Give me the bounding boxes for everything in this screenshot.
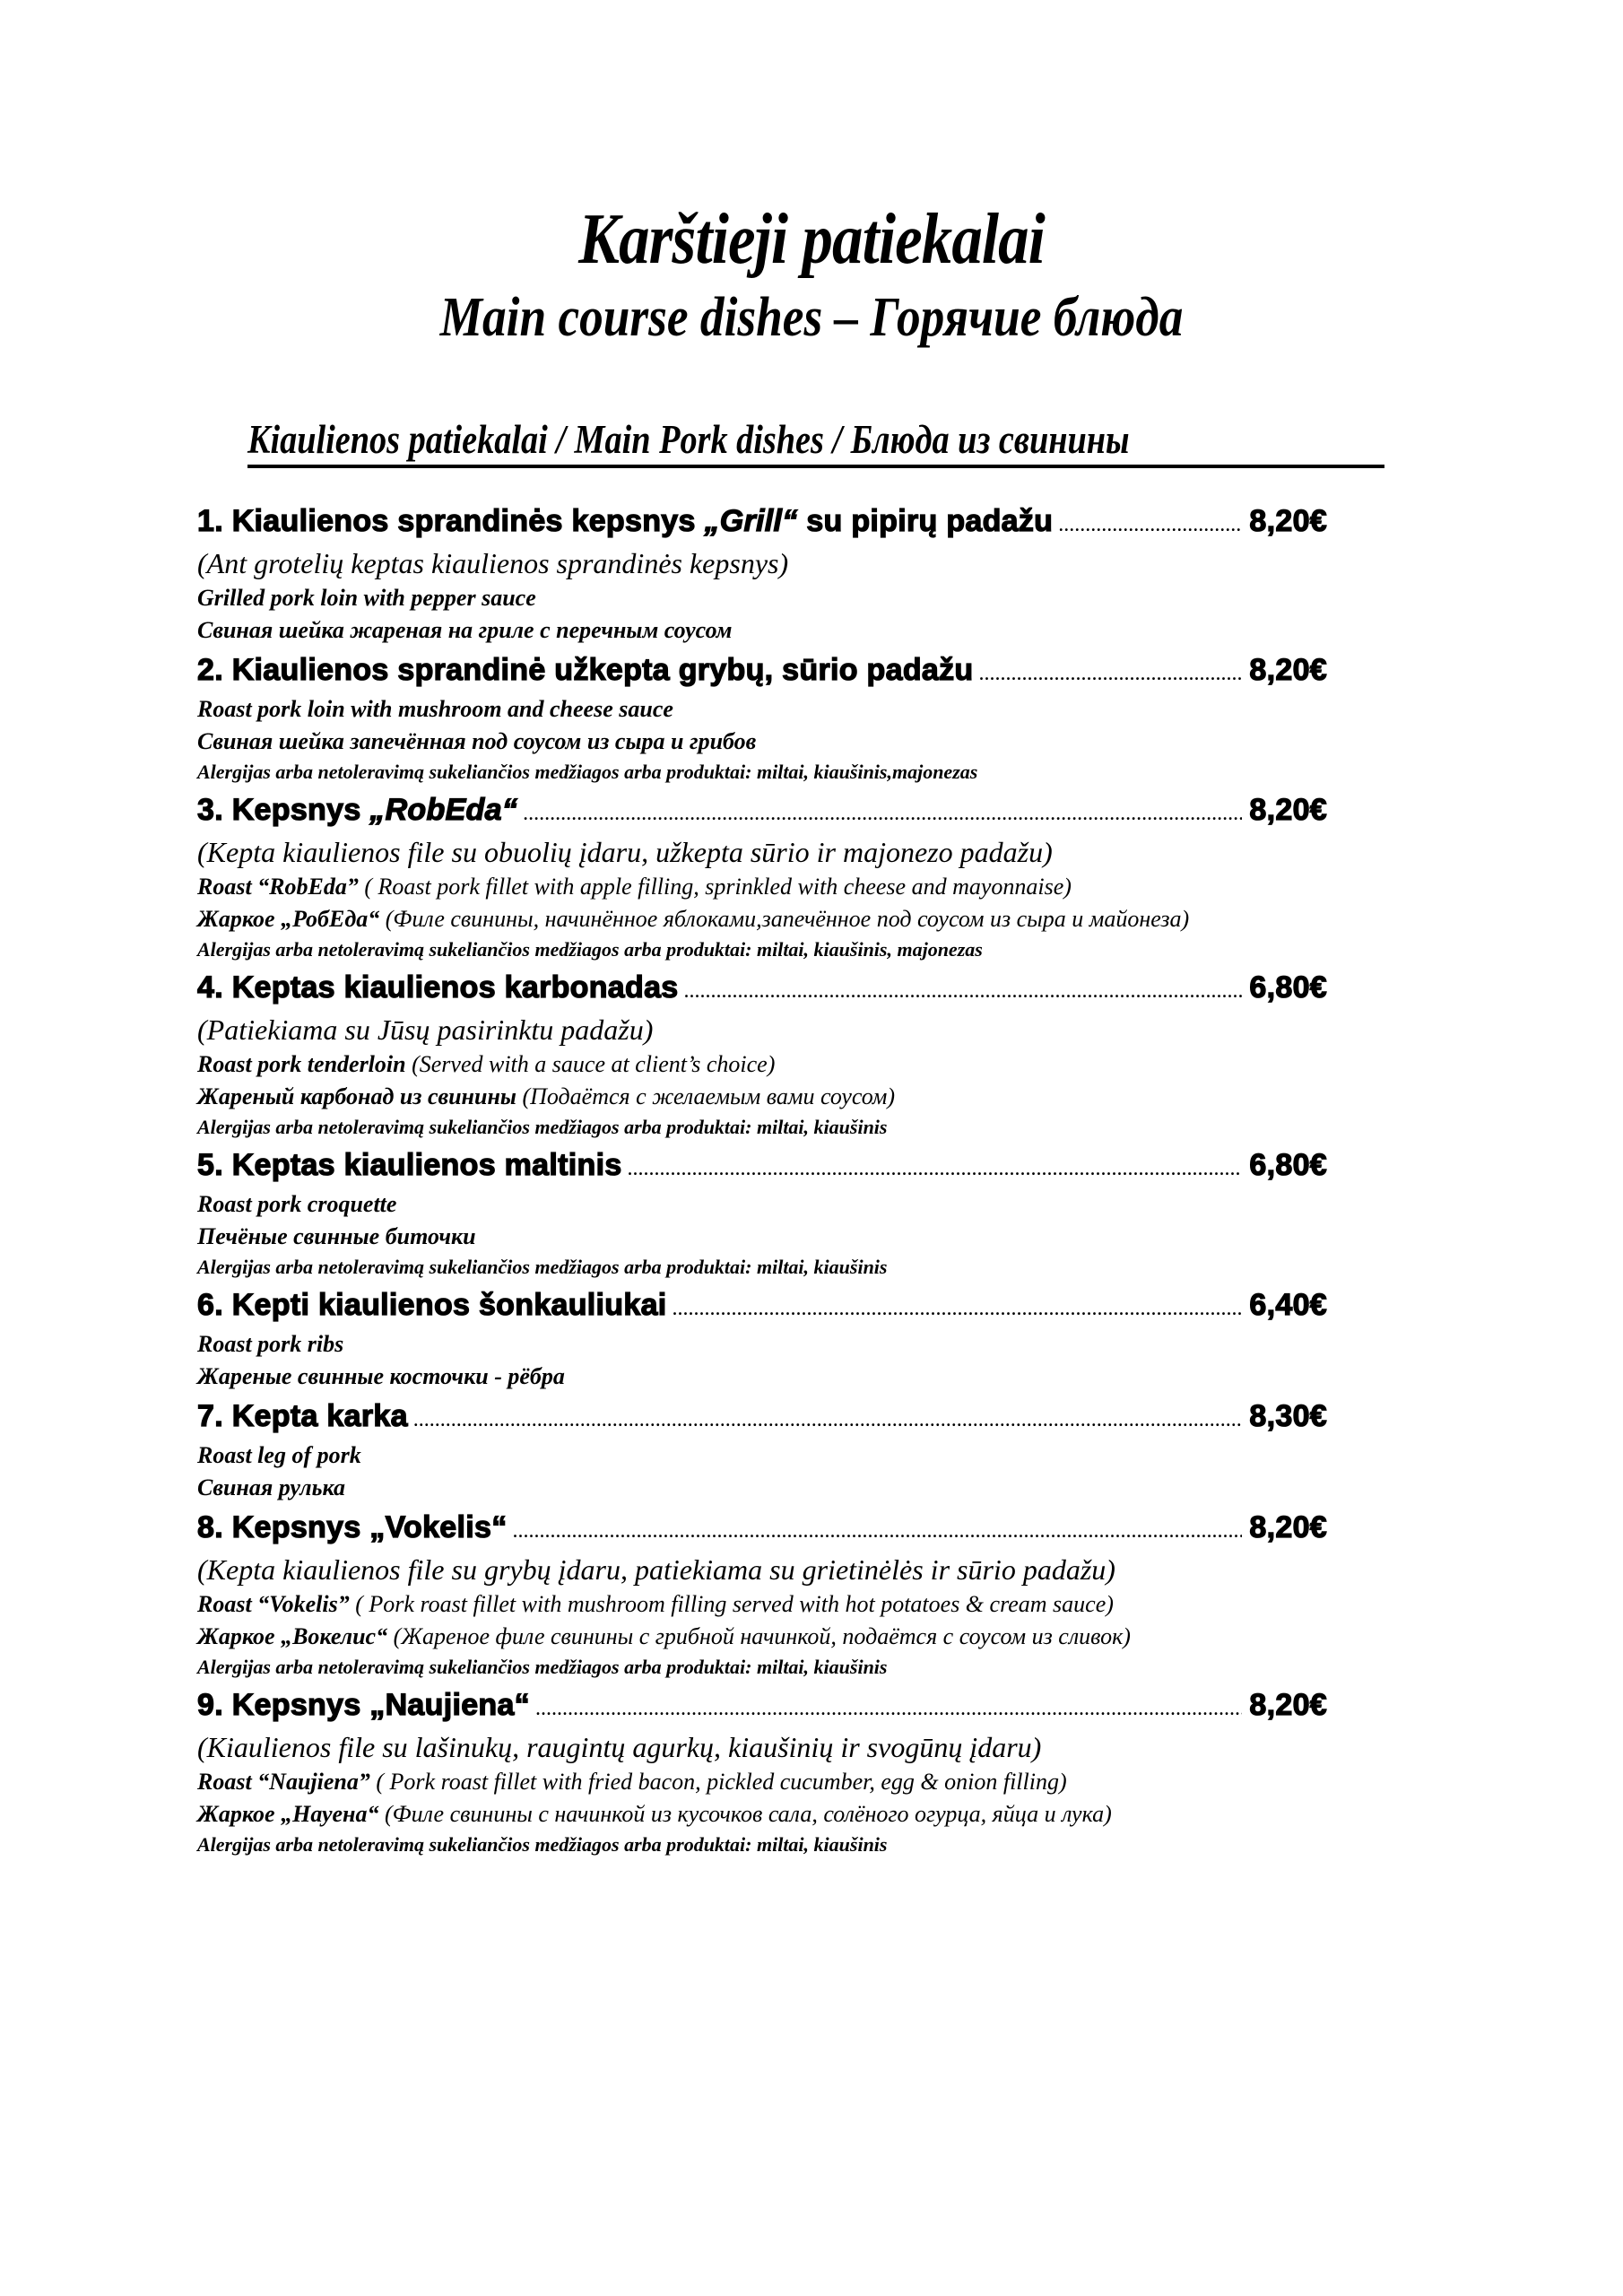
allergen-list: miltai, kiaušinis [756,1656,888,1678]
russian-details: (Филе свинины с начинкой из кусочков сала, солёного огурца, яйца и лука) [378,1801,1112,1827]
dish-heading [197,1282,1327,1328]
allergen-note [197,758,1327,787]
dish-name [197,1142,622,1188]
dish-name [197,1393,408,1439]
dish-name [197,498,1053,544]
allergen-prefix: Alergijas arba netoleravimą sukeliančios medžiagos arba produktai: [197,761,752,783]
english-name: Roast “Vokelis” [197,1591,350,1617]
description-lithuanian: (Patiekiama su Jūsų pasirinktu padažu) [197,1013,654,1046]
dot-leader [413,1396,1243,1443]
dish-price: 6,40€ [1249,1288,1327,1322]
dot-leader [523,790,1242,837]
menu-item [197,498,1327,647]
description-english [197,871,1327,903]
allergen-list: miltai, kiaušinis, majonezas [756,938,983,961]
english-name: Grilled pork loin with pepper sauce [197,585,536,611]
russian-details: (Жареное филе свинины с грибной начинкой, подаётся с соусом из сливок) [387,1623,1131,1649]
english-details: ( Pork roast fillet with fried bacon, pickled cucumber, egg & onion filling) [369,1769,1067,1795]
allergen-prefix: Alergijas arba netoleravimą sukeliančios medžiagos arba produktai: [197,1116,752,1138]
dish-name-text: 1. Kiaulienos sprandinės kepsnys [197,504,705,538]
dish-name-text: 4. Keptas kiaulienos karbonadas [197,970,679,1004]
description-russian [197,1472,1327,1504]
english-name: Roast “Naujiena” [197,1769,370,1795]
allergen-prefix: Alergijas arba netoleravimą sukeliančios medžiagos arba produktai: [197,1256,752,1278]
russian-name: Свиная рулька [197,1474,346,1500]
page-title: Karštieji patiekalai [578,200,1045,279]
allergen-list: miltai, kiaušinis [756,1256,888,1278]
russian-name: Жареный карбонад из свинины [197,1083,516,1109]
menu-item [197,1393,1327,1504]
dish-heading [197,787,1327,833]
dish-price: 8,20€ [1249,793,1327,827]
menu-item [197,1504,1327,1682]
description-russian [197,1221,1327,1253]
dot-leader [673,1285,1243,1332]
description-english [197,693,1327,726]
russian-name: Жареные свинные косточки - рёбра [197,1363,565,1389]
description-english [197,1188,1327,1221]
dish-price: 8,20€ [1249,653,1327,687]
dish-heading [197,647,1327,693]
description-english [197,582,1327,614]
menu-item [197,1142,1327,1282]
dish-heading [197,1682,1327,1728]
russian-name: Свиная шейка запечённая под соусом из сыра и грибов [197,728,757,754]
russian-name: Жаркое „Науена“ [197,1801,379,1827]
description-lithuanian: (Kepta kiaulienos file su obuolių įdaru, užkepta sūrio ir majonezo padažu) [197,836,1053,868]
russian-name: Печёные свинные биточки [197,1223,476,1249]
menu-item [197,1282,1327,1393]
allergen-prefix: Alergijas arba netoleravimą sukeliančios medžiagos arba produktai: [197,938,752,961]
menu-item [197,787,1327,964]
dish-name-text: 8. Kepsnys „Vokelis“ [197,1510,508,1544]
dot-leader [1058,501,1242,548]
dish-price: 8,20€ [1249,504,1327,538]
description-lithuanian: (Kiaulienos file su lašinukų, raugintų agurkų, kiaušinių ir svogūnų įdaru) [197,1731,1042,1763]
dish-name-text: 3. Kepsnys [197,793,370,827]
allergen-list: miltai, kiaušinis,majonezas [756,761,978,783]
page-subtitle: Main course dishes – Горячие блюда [439,287,1184,348]
description-english [197,1048,1327,1081]
dish-name-text: 2. Kiaulienos sprandinė užkepta grybų, sūrio padažu [197,653,974,687]
dot-leader [978,650,1242,697]
dish-name-suffix: su pipirų padažu [797,504,1054,538]
description-lithuanian: (Kepta kiaulienos file su grybų įdaru, patiekiama su grietinėlės ir sūrio padažu) [197,1553,1115,1586]
english-name: Roast pork croquette [197,1191,397,1217]
dish-price: 6,80€ [1249,970,1327,1004]
dish-heading [197,1393,1327,1439]
description-lithuanian: (Ant grotelių keptas kiaulienos sprandinės kepsnys) [197,547,789,579]
menu-item [197,964,1327,1142]
dish-price: 8,20€ [1249,1510,1327,1544]
english-details: ( Roast pork fillet with apple filling, sprinkled with cheese and mayonnaise) [358,874,1072,900]
description-russian [197,903,1309,935]
section-underline [247,465,1384,468]
dish-name [197,647,973,693]
description-english [197,1588,1327,1621]
english-name: Roast pork ribs [197,1331,344,1357]
dish-name [197,1282,667,1328]
dish-name [197,964,679,1011]
dish-name-quoted: „RobEda“ [369,793,518,827]
english-details: (Served with a sauce at client’s choice) [405,1051,776,1077]
description-russian [197,1798,1309,1831]
description-english [197,1328,1327,1361]
section-heading: Kiaulienos patiekalai / Main Pork dishes / Блюда из свинины [247,417,1130,462]
allergen-note [197,1253,1327,1282]
dot-leader [628,1145,1243,1192]
english-name: Roast pork loin with mushroom and cheese sauce [197,696,673,722]
dish-name-text: 7. Kepta karka [197,1399,408,1433]
dish-price: 8,20€ [1249,1688,1327,1722]
allergen-note [197,1113,1327,1142]
description-russian [197,1361,1327,1393]
dish-price: 6,80€ [1249,1148,1327,1182]
russian-details: (Подаётся с желаемым вами соусом) [516,1083,896,1109]
dot-leader [684,968,1243,1014]
english-name: Roast leg of pork [197,1442,361,1468]
english-details: ( Pork roast fillet with mushroom filling served with hot potatoes & cream sauce) [349,1591,1114,1617]
description-russian [197,614,1327,647]
allergen-note [197,1653,1327,1682]
dish-heading [197,1142,1327,1188]
allergen-list: miltai, kiaušinis [756,1833,888,1856]
description-english [197,1766,1327,1798]
dish-name-text: 9. Kepsnys „Naujiena“ [197,1688,530,1722]
dish-name-text: 5. Keptas kiaulienos maltinis [197,1148,622,1182]
description-russian [197,726,1327,758]
russian-details: (Филе свинины, начинённое яблоками,запечённое под соусом из сыра и майонеза) [379,906,1190,932]
description-russian [197,1081,1327,1113]
dish-name-quoted: „Grill“ [704,504,798,538]
dot-leader [535,1685,1242,1732]
russian-name: Свиная шейка жареная на гриле с перечным соусом [197,617,733,643]
dish-name [197,787,517,833]
dish-name [197,1504,508,1551]
russian-name: Жаркое „РобЕда“ [197,906,380,932]
dish-price: 8,30€ [1249,1399,1327,1433]
allergen-note [197,1831,1327,1859]
english-name: Roast pork tenderloin [197,1051,406,1077]
allergen-prefix: Alergijas arba netoleravimą sukeliančios medžiagos arba produktai: [197,1833,752,1856]
description-english [197,1439,1327,1472]
allergen-prefix: Alergijas arba netoleravimą sukeliančios medžiagos arba produktai: [197,1656,752,1678]
allergen-list: miltai, kiaušinis [756,1116,888,1138]
dish-heading [197,498,1327,544]
english-name: Roast “RobEda” [197,874,359,900]
russian-name: Жаркое „Вокелис“ [197,1623,388,1649]
dot-leader [513,1508,1243,1554]
allergen-note [197,935,1327,964]
dish-name [197,1682,530,1728]
description-russian [197,1621,1309,1653]
dish-heading [197,964,1327,1011]
dish-heading [197,1504,1327,1551]
dish-name-text: 6. Kepti kiaulienos šonkauliukai [197,1288,667,1322]
dish-list [197,498,1327,1859]
menu-item [197,1682,1327,1859]
menu-item [197,647,1327,787]
